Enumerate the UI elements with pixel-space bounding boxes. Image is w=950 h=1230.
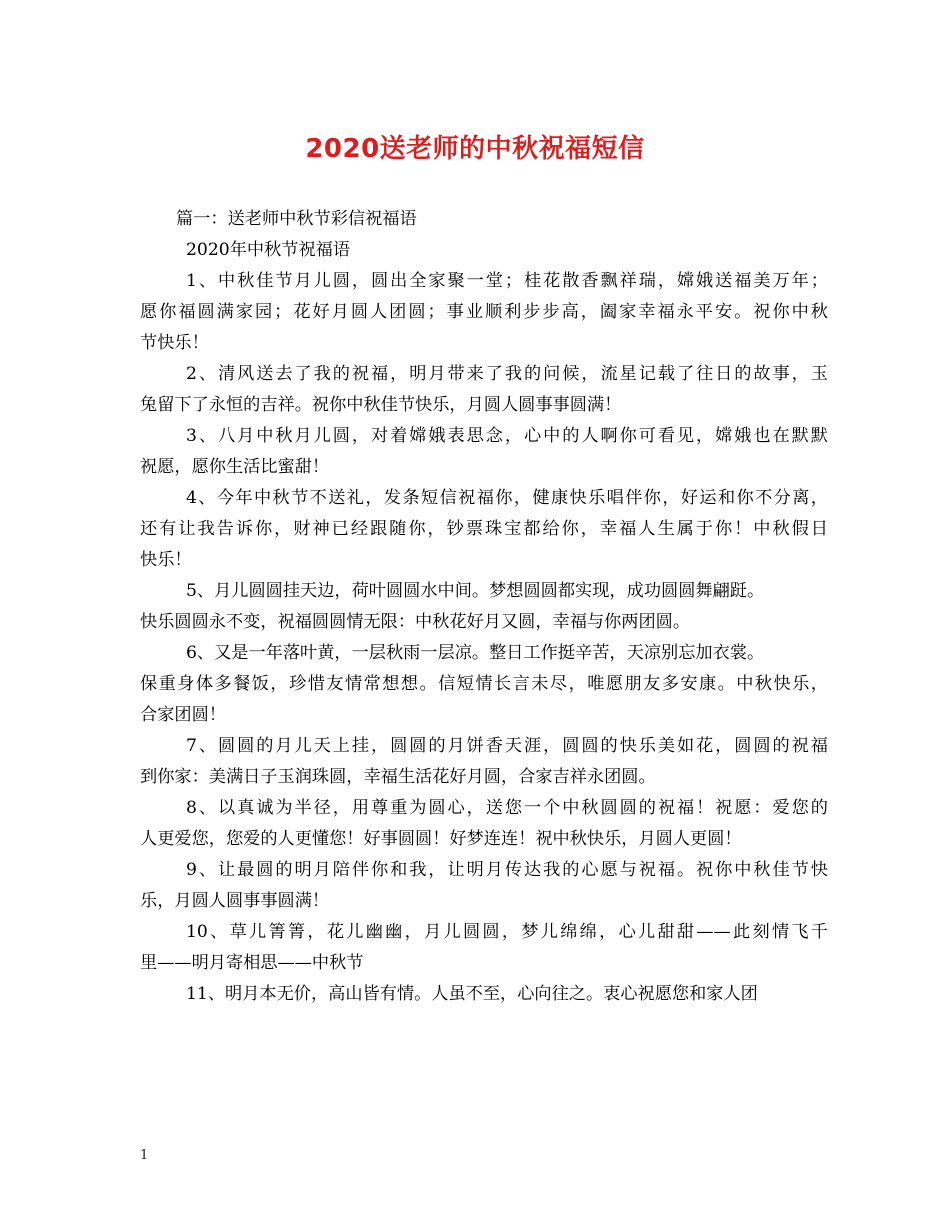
- text-line: 乐，月圆人圆事事圆满！: [140, 891, 330, 911]
- text-line: 还有让我告诉你，财神已经跟随你，钞票珠宝都给你，幸福人生属于你！中秋假日: [140, 519, 828, 539]
- text-line: 10、草儿箐箐，花儿幽幽，月儿圆圆，梦儿绵绵，心儿甜甜——此刻情飞千: [186, 922, 828, 942]
- text-line: 快乐！: [140, 550, 192, 570]
- text-line: 祝愿，愿你生活比蜜甜！: [140, 457, 330, 477]
- text-line: 3、八月中秋月儿圆，对着嫦娥表思念，心中的人啊你可看见，嫦娥也在默默: [186, 426, 828, 446]
- text-line: 合家团圆！: [140, 705, 226, 725]
- text-line: 7、圆圆的月儿天上挂，圆圆的月饼香天涯，圆圆的快乐美如花，圆圆的祝福: [186, 736, 828, 756]
- text-line: 1、中秋佳节月儿圆，圆出全家聚一堂；桂花散香飘祥瑞，嫦娥送福美万年；: [186, 271, 828, 291]
- text-line: 保重身体多餐饭，珍惜友情常想想。信短情长言未尽，唯愿朋友多安康。中秋快乐，: [140, 674, 828, 694]
- text-line: 5、月儿圆圆挂天边，荷叶圆圆水中间。梦想圆圆都实现，成功圆圆舞翩跹。: [186, 581, 765, 601]
- text-line: 到你家：美满日子玉润珠圆，幸福生活花好月圆，合家吉祥永团圆。: [140, 767, 656, 787]
- text-line: 人更爱您，您爱的人更懂您！好事圆圆！好梦连连！祝中秋快乐，月圆人更圆！: [140, 829, 742, 849]
- text-line: 里——明月寄相思——中秋节: [140, 953, 364, 973]
- text-line: 11、明月本无价，高山皆有情。人虽不至，心向往之。衷心祝愿您和家人团: [186, 984, 758, 1004]
- text-line: 兔留下了永恒的吉祥。祝你中秋佳节快乐，月圆人圆事事圆满！: [140, 395, 622, 415]
- text-line: 愿你福圆满家园；花好月圆人团圆；事业顺利步步高，阖家幸福永平安。祝你中秋: [140, 302, 828, 322]
- text-line: 4、今年中秋节不送礼，发条短信祝福你，健康快乐唱伴你，好运和你不分离，: [186, 488, 828, 508]
- sub-heading: 2020年中秋节祝福语: [186, 240, 351, 260]
- text-line: 9、让最圆的明月陪伴你和我，让明月传达我的心愿与祝福。祝你中秋佳节快: [186, 860, 828, 880]
- text-line: 6、又是一年落叶黄，一层秋雨一层凉。整日工作挺辛苦，天凉别忘加衣裳。: [186, 643, 765, 663]
- text-line: 节快乐！: [140, 333, 209, 353]
- document-title: 2020送老师的中秋祝福短信: [305, 134, 645, 164]
- page-number: 1: [140, 1148, 149, 1163]
- section-heading: 篇一：送老师中秋节彩信祝福语: [176, 209, 417, 229]
- document-body: [140, 204, 828, 1010]
- text-line: 8、以真诚为半径，用尊重为圆心，送您一个中秋圆圆的祝福！祝愿：爱您的: [186, 798, 828, 818]
- text-line: 2、清风送去了我的祝福，明月带来了我的问候，流星记载了往日的故事，玉: [186, 364, 828, 384]
- text-line: 快乐圆圆永不变，祝福圆圆情无限：中秋花好月又圆，幸福与你两团圆。: [140, 612, 691, 632]
